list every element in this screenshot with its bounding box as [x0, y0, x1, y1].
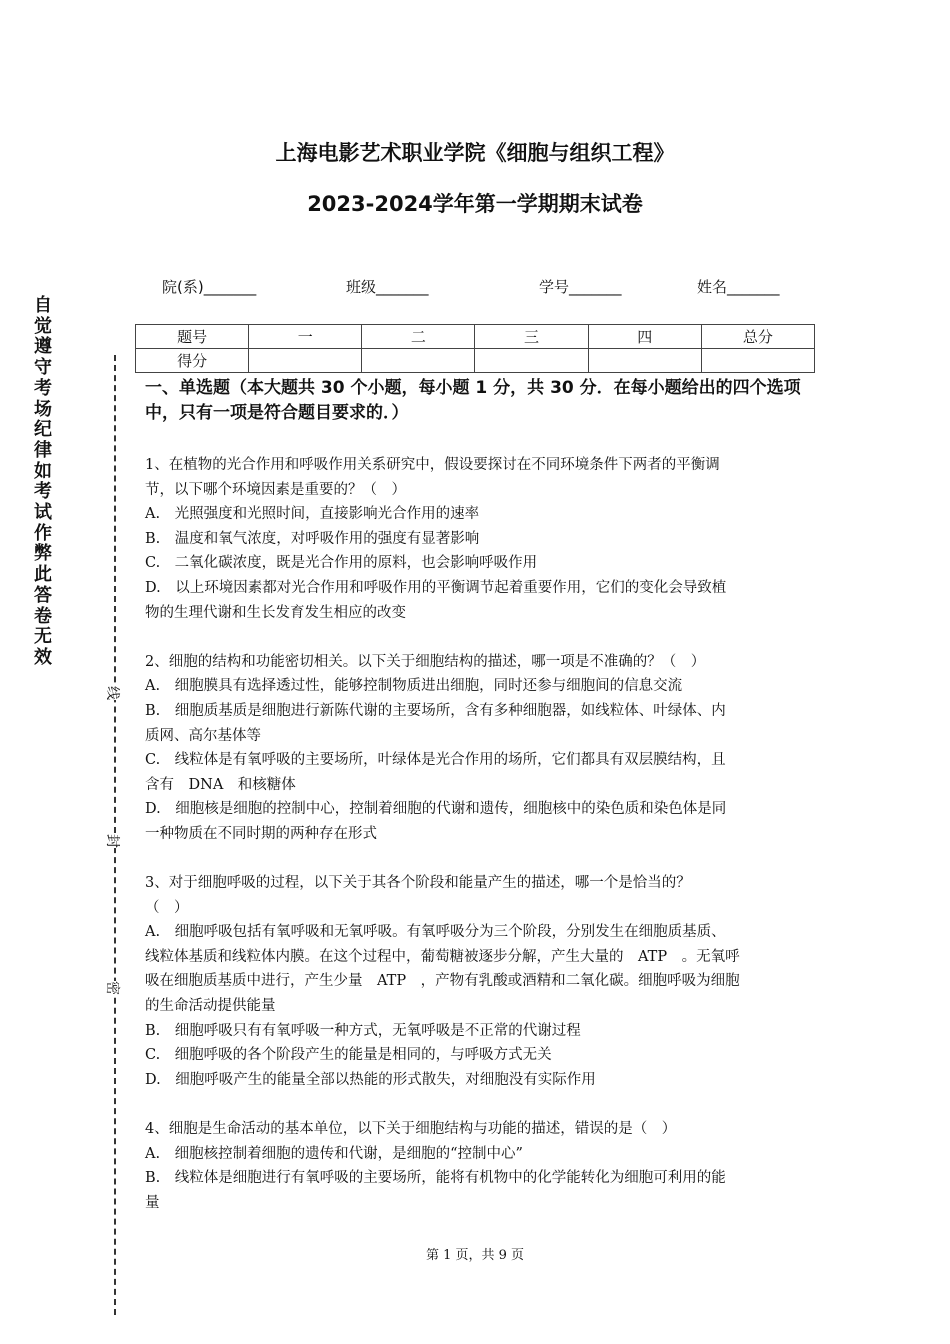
question-line: A. 光照强度和光照时间，直接影响光合作用的速率 [145, 506, 480, 523]
question-3 [145, 871, 825, 1092]
seal-feng: 封 [100, 834, 126, 848]
question-line: A. 细胞膜具有选择透过性，能够控制物质进出细胞，同时还参与细胞间的信息交流 [145, 678, 683, 695]
question-line: B. 线粒体是细胞进行有氧呼吸的主要场所，能将有机物中的化学能转化为细胞可利用的能 [145, 1170, 726, 1187]
question-line: 质网、高尔基体等 [145, 727, 261, 744]
question-line: D. 细胞核是细胞的控制中心，控制着细胞的代谢和遗传，细胞核中的染色质和染色体是同 [145, 801, 727, 818]
score-cell [588, 349, 701, 373]
name-field: 姓名_______ [697, 278, 780, 296]
question-line: （ ） [145, 899, 189, 916]
question-line: C. 细胞呼吸的各个阶段产生的能量是相同的，与呼吸方式无关 [145, 1047, 552, 1064]
question-line: 的生命活动提供能量 [145, 998, 276, 1015]
question-4 [145, 1117, 825, 1215]
header-cell: 四 [588, 325, 701, 349]
question-line: B. 细胞呼吸只有有氧呼吸一种方式，无氧呼吸是不正常的代谢过程 [145, 1022, 581, 1039]
score-row [136, 349, 815, 373]
spacer [145, 847, 825, 872]
score-row-label: 得分 [136, 349, 249, 373]
score-table [135, 324, 815, 373]
score-cell [249, 349, 362, 373]
header-cell: 三 [475, 325, 588, 349]
question-line: 量 [145, 1194, 160, 1211]
exam-title: 上海电影艺术职业学院《细胞与组织工程》 [275, 141, 675, 165]
header-cell: 一 [249, 325, 362, 349]
header-cell: 题号 [136, 325, 249, 349]
side-warning: 自觉遵守考场纪律如考试作弊此答卷无效 [34, 295, 52, 668]
question-line: A. 细胞核控制着细胞的遗传和代谢，是细胞的“控制中心” [145, 1145, 523, 1162]
score-cell [362, 349, 475, 373]
header-cell: 总分 [701, 325, 814, 349]
question-line: 2、细胞的结构和功能密切相关。以下关于细胞结构的描述，哪一项是不准确的？（ ） [145, 653, 706, 670]
class-field: 班级_______ [346, 278, 429, 296]
question-line: D. 细胞呼吸产生的能量全部以热能的形式散失，对细胞没有实际作用 [145, 1071, 596, 1088]
seal-xian: 线 [100, 686, 126, 700]
question-line: C. 二氧化碳浓度，既是光合作用的原料，也会影响呼吸作用 [145, 555, 538, 572]
spacer [145, 625, 825, 650]
question-line: C. 线粒体是有氧呼吸的主要场所，叶绿体是光合作用的场所，它们都具有双层膜结构，且 [145, 752, 726, 769]
dept-field: 院(系)_______ [162, 278, 257, 296]
question-line: 3、对于细胞呼吸的过程，以下关于其各个阶段和能量产生的描述，哪一个是恰当的？ [145, 875, 691, 892]
question-line: B. 细胞质基质是细胞进行新陈代谢的主要场所，含有多种细胞器，如线粒体、叶绿体、内 [145, 702, 726, 719]
section-heading: 一、单选题（本大题共 30 个小题，每小题 1 分，共 30 分．在每小题给出的四个选项中，只有一项是符合题目要求的．） [145, 378, 801, 423]
question-1 [145, 453, 825, 625]
question-line: 线粒体基质和线粒体内膜。在这个过程中，葡萄糖被逐步分解，产生大量的 ATP 。无氧呼 [145, 948, 740, 965]
question-line: 吸在细胞质基质中进行，产生少量 ATP ，产物有乳酸或酒精和二氧化碳。细胞呼吸为细胞 [145, 973, 740, 990]
questions [145, 453, 825, 1215]
question-line: 4、细胞是生命活动的基本单位，以下关于细胞结构与功能的描述，错误的是（ ） [145, 1121, 677, 1138]
score-cell [475, 349, 588, 373]
spacer [145, 1092, 825, 1117]
exam-subtitle: 2023-2024学年第一学期期末试卷 [307, 192, 643, 216]
question-2 [145, 650, 825, 847]
question-line: 物的生理代谢和生长发育发生相应的改变 [145, 604, 406, 621]
question-line: 节，以下哪个环境因素是重要的？（ ） [145, 481, 406, 498]
seal-mi: 密 [100, 981, 126, 995]
question-line: A. 细胞呼吸包括有氧呼吸和无氧呼吸。有氧呼吸分为三个阶段，分别发生在细胞质基质、 [145, 924, 726, 941]
page-number: 第 1 页，共 9 页 [425, 1248, 525, 1263]
student-id-field: 学号_______ [539, 278, 622, 296]
score-table-header [136, 325, 815, 349]
question-line: D. 以上环境因素都对光合作用和呼吸作用的平衡调节起着重要作用，它们的变化会导致植 [145, 579, 727, 596]
question-line: 含有 DNA 和核糖体 [145, 776, 296, 793]
question-line: 一种物质在不同时期的两种存在形式 [145, 825, 377, 842]
score-cell [701, 349, 814, 373]
header-cell: 二 [362, 325, 475, 349]
question-line: 1、在植物的光合作用和呼吸作用关系研究中，假设要探讨在不同环境条件下两者的平衡调 [145, 457, 720, 473]
question-line: B. 温度和氧气浓度，对呼吸作用的强度有显著影响 [145, 530, 480, 547]
